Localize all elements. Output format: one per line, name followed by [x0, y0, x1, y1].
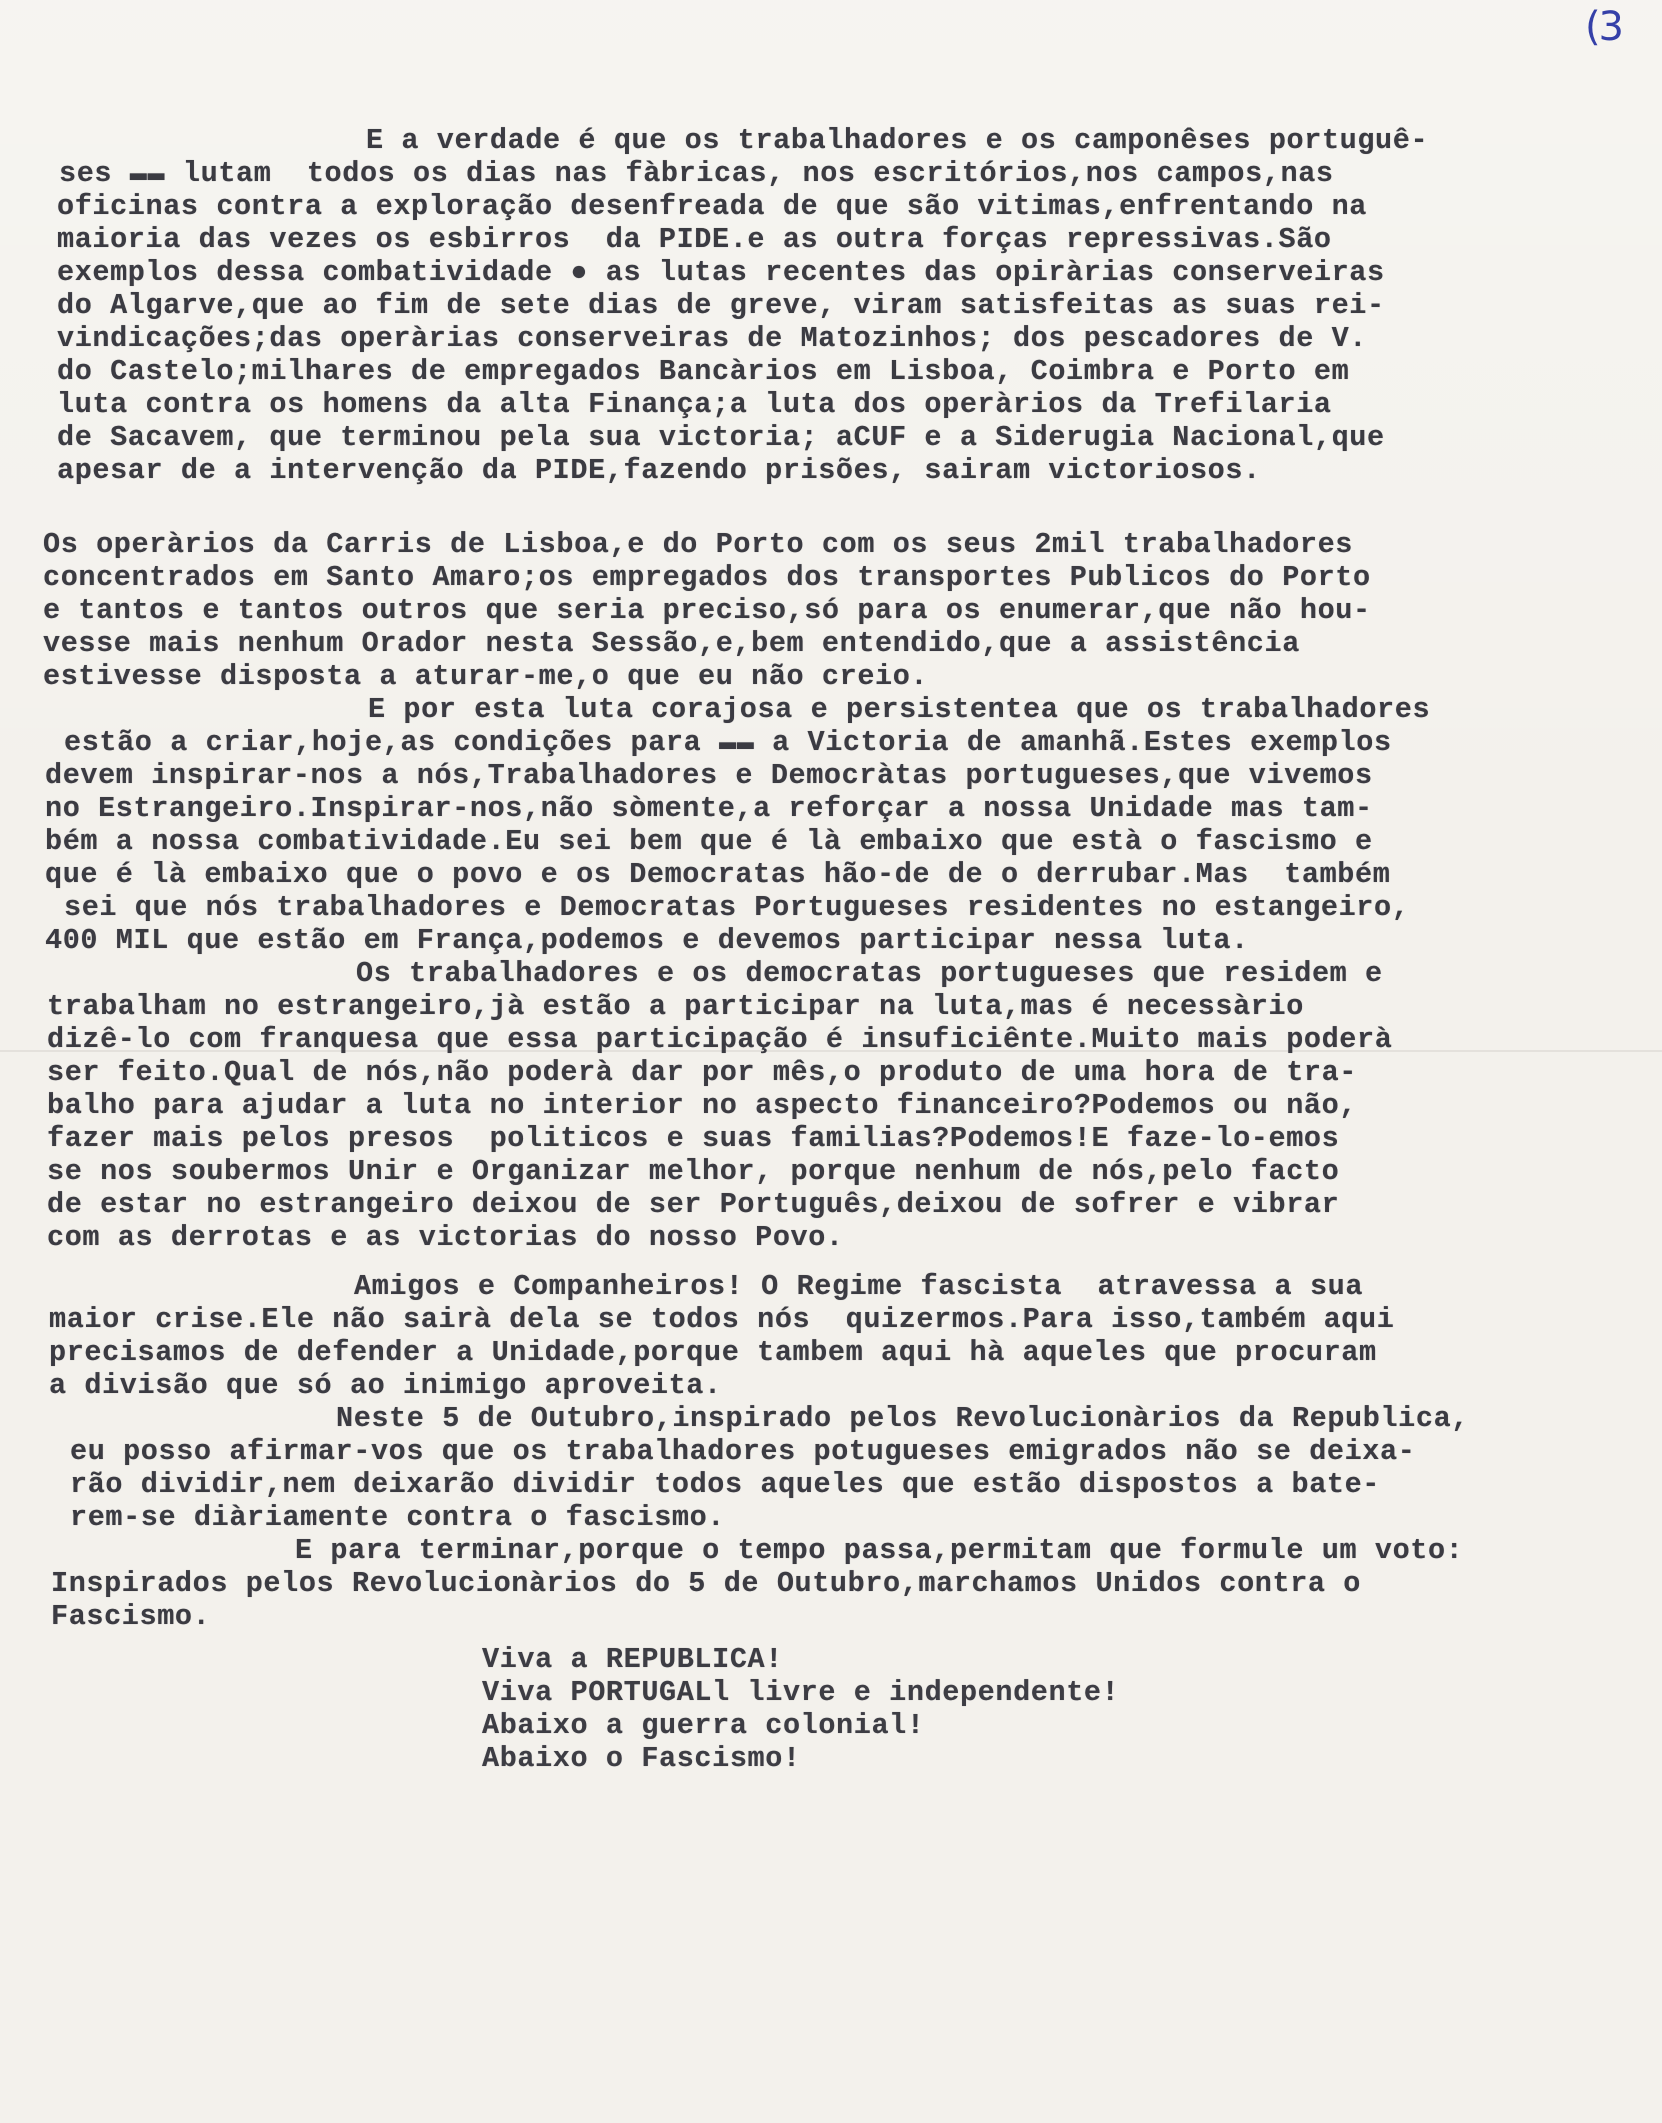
text-line: balho para ajudar a luta no interior no aspecto financeiro?Podemos ou não,: [47, 1089, 1358, 1122]
text-line: Fascismo.: [51, 1600, 211, 1633]
slogan-line: Viva PORTUGALl livre e independente!: [482, 1676, 1120, 1709]
text-line: de estar no estrangeiro deixou de ser Português,deixou de sofrer e vibrar: [47, 1188, 1340, 1221]
text-line: ses ▬▬ lutam todos os dias nas fàbricas, nos escritórios,nos campos,nas: [59, 157, 1334, 190]
text-line: 400 MIL que estão em França,podemos e devemos participar nessa luta.: [45, 924, 1249, 957]
text-line: maioria das vezes os esbirros da PIDE.e as outra forças repressivas.São: [57, 223, 1332, 256]
text-line: vesse mais nenhum Orador nesta Sessão,e,bem entendido,que a assistência: [43, 627, 1300, 660]
page-number: (3: [1584, 4, 1622, 50]
text-line: maior crise.Ele não sairà dela se todos nós quizermos.Para isso,também aqui: [49, 1303, 1395, 1336]
text-line: bém a nossa combatividade.Eu sei bem que é là embaixo que està o fascismo e: [45, 825, 1373, 858]
text-line: precisamos de defender a Unidade,porque tambem aqui hà aqueles que procuram: [49, 1336, 1377, 1369]
text-line: no Estrangeiro.Inspirar-nos,não sòmente,a reforçar a nossa Unidade mas tam-: [45, 792, 1373, 825]
text-line: ser feito.Qual de nós,não poderà dar por mês,o produto de uma hora de tra-: [47, 1056, 1358, 1089]
text-line: do Algarve,que ao fim de sete dias de greve, viram satisfeitas as suas rei-: [57, 289, 1385, 322]
text-line: eu posso afirmar-vos que os trabalhadores potugueses emigrados não se deixa-: [70, 1435, 1416, 1468]
text-line: com as derrotas e as victorias do nosso Povo.: [47, 1221, 844, 1254]
text-line: vindicações;das operàrias conserveiras de Matozinhos; dos pescadores de V.: [57, 322, 1368, 355]
text-line: e tantos e tantos outros que seria preciso,só para os enumerar,que não hou-: [43, 594, 1371, 627]
text-line: E por esta luta corajosa e persistentea que os trabalhadores: [368, 693, 1431, 726]
text-line: exemplos dessa combatividade ● as lutas recentes das opiràrias conserveiras: [57, 256, 1385, 289]
text-line: que é là embaixo que o povo e os Democratas hão-de de o derrubar.Mas também: [45, 858, 1391, 891]
text-line: apesar de a intervenção da PIDE,fazendo prisões, sairam victoriosos.: [57, 454, 1261, 487]
slogan-line: Abaixo a guerra colonial!: [482, 1709, 925, 1742]
text-line: Os trabalhadores e os democratas portugueses que residem e: [356, 957, 1383, 990]
text-line: dizê-lo com franquesa que essa participação é insuficiênte.Muito mais poderà: [47, 1023, 1393, 1056]
text-line: Os operàrios da Carris de Lisboa,e do Porto com os seus 2mil trabalhadores: [43, 528, 1354, 561]
text-line: do Castelo;milhares de empregados Bancàrios em Lisboa, Coimbra e Porto em: [57, 355, 1350, 388]
text-line: Inspirados pelos Revolucionàrios do 5 de Outubro,marchamos Unidos contra o: [51, 1567, 1362, 1600]
text-line: sei que nós trabalhadores e Democratas Portugueses residentes no estangeiro,: [64, 891, 1410, 924]
text-line: de Sacavem, que terminou pela sua victoria; aCUF e a Siderugia Nacional,que: [57, 421, 1385, 454]
text-line: estão a criar,hoje,as condições para ▬▬ a Victoria de amanhã.Estes exemplos: [64, 726, 1392, 759]
text-line: concentrados em Santo Amaro;os empregados dos transportes Publicos do Porto: [43, 561, 1371, 594]
text-line: fazer mais pelos presos politicos e suas familias?Podemos!E faze-lo-emos: [47, 1122, 1340, 1155]
text-line: devem inspirar-nos a nós,Trabalhadores e Democràtas portugueses,que vivemos: [45, 759, 1373, 792]
text-line: trabalham no estrangeiro,jà estão a participar na luta,mas é necessàrio: [47, 990, 1304, 1023]
text-line: Amigos e Companheiros! O Regime fascista atravessa a sua: [354, 1270, 1364, 1303]
text-line: oficinas contra a exploração desenfreada de que são vitimas,enfrentando na: [57, 190, 1368, 223]
text-line: rão dividir,nem deixarão dividir todos aqueles que estão dispostos a bate-: [70, 1468, 1381, 1501]
text-line: se nos soubermos Unir e Organizar melhor, porque nenhum de nós,pelo facto: [47, 1155, 1340, 1188]
text-line: rem-se diàriamente contra o fascismo.: [70, 1501, 726, 1534]
text-line: estivesse disposta a aturar-me,o que eu não creio.: [43, 660, 929, 693]
slogan-line: Viva a REPUBLICA!: [482, 1643, 783, 1676]
text-line: Neste 5 de Outubro,inspirado pelos Revolucionàrios da Republica,: [336, 1402, 1469, 1435]
text-line: E para terminar,porque o tempo passa,permitam que formule um voto:: [295, 1534, 1464, 1567]
text-line: a divisão que só ao inimigo aproveita.: [49, 1369, 722, 1402]
text-line: luta contra os homens da alta Finança;a luta dos operàrios da Trefilaria: [57, 388, 1332, 421]
text-line: E a verdade é que os trabalhadores e os camponêses portuguê-: [366, 124, 1429, 157]
slogan-line: Abaixo o Fascismo!: [482, 1742, 801, 1775]
